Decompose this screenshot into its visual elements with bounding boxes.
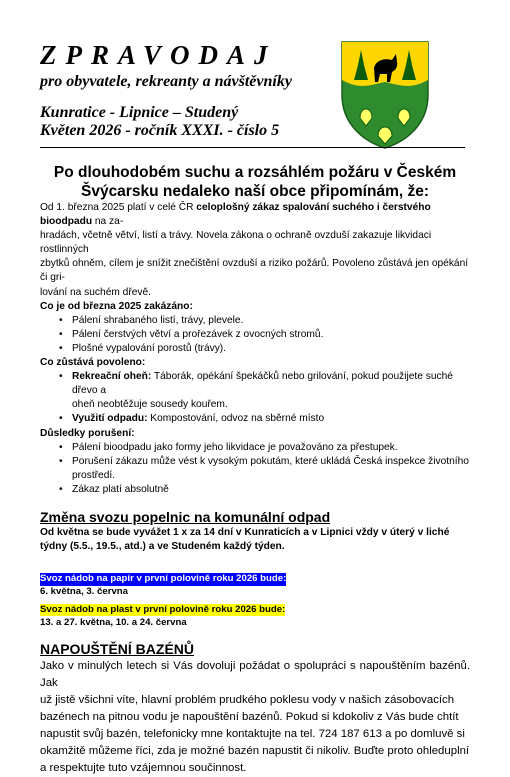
plastic-collection-label: Svoz nádob na plast v první polovině roku 2026 bude: (40, 603, 286, 615)
list-item (72, 412, 470, 426)
allowed-item-continuation: oheň neobtěžuje sousedy kouřem. (72, 399, 228, 411)
header-rule (40, 147, 465, 148)
allowed-item-text: Táborák, opékání špekáčků nebo grilování, pokud použijete suché dřevo a (72, 371, 453, 397)
consequence-continuation: prostředí. (72, 469, 116, 481)
forbidden-list (40, 314, 470, 356)
paper-collection-label: Svoz nádob na papír v první polovině roku 2026 bude: (40, 573, 287, 585)
fire-headline-line-1: Po dlouhodobém suchu a rozsáhlém požáru v Českém (53, 164, 457, 181)
newsletter-body (40, 163, 470, 777)
pools-line-5: okamžitě můžeme říci, zda je možné bazén napustit či nikoliv. Buďte proto ohleduplní (40, 745, 470, 758)
fire-intro-text: Od 1. března 2025 platí v celé ČR (40, 202, 197, 213)
list-item (72, 370, 470, 412)
fire-intro (40, 201, 470, 229)
list-item: • Pálení bioodpadu jako formy jeho likvidace je považováno za přestupek. (72, 441, 470, 455)
pools-line-3: bazénech na pitnou vodu je napouštění bazénů. Pokud si kdokoliv z Vás bude chtít (40, 711, 459, 724)
pools-line-1: Jako v minulých letech si Vás dovoluji požádat o spolupráci s napouštěním bazénů. Jak (40, 660, 470, 690)
plastic-collection-dates: 13. a 27. května, 10. a 24. června (40, 616, 187, 628)
chamois-crest-icon (340, 40, 430, 150)
masthead (40, 40, 340, 91)
consequences-list (40, 441, 470, 497)
fire-intro-line-2: hradách, včetně větví, listí a trávy. Novela zákona o ochraně ovzduší zakazuje likvidaci rostlinných (40, 230, 432, 256)
allowed-item-bold: Využití odpadu: (72, 413, 148, 425)
pools-heading: NAPOUŠTĚNÍ BAZÉNŮ (40, 641, 195, 658)
list-item: • Pálení čerstvých větví a prořezávek z ovocných stromů. (72, 328, 470, 342)
newsletter-title: ZPRAVODAJ (40, 40, 277, 70)
fire-intro-end: na za- (92, 216, 124, 228)
list-item: • Plošné vypalování porostů (trávy). (72, 342, 470, 356)
waste-line-1: Od května se bude vyvážet 1 x za 14 dní v Kunraticích a v Lipnici vždy v úterý v liché (40, 526, 450, 538)
list-item (72, 455, 470, 483)
forbidden-label: Co je od března 2025 zakázáno: (40, 300, 193, 312)
consequence-text: Porušení zákazu může vést k vysokým pokutám, které ukládá Česká inspekce životního (72, 455, 469, 467)
pools-line-4: napustit svůj bazén, telefonicky mne kontaktujte na tel. 724 187 613 a po domluvě si (40, 728, 465, 741)
issue-info: Květen 2026 - ročník XXXI. - číslo 5 (40, 122, 280, 139)
fire-intro-line-4: lování na suchém dřevě. (40, 286, 151, 298)
localities: Kunratice - Lipnice – Studený (40, 104, 239, 121)
pools-line-2: už jistě všichni víte, hlavní problém prudkého poklesu vody v našich zásobovacích (40, 694, 455, 707)
fire-intro-bold: celoplošný zákaz spalování suchého i čerstvého bioodpadu (40, 202, 431, 228)
allowed-item-bold: Rekreační oheň: (72, 371, 152, 383)
paper-collection-dates: 6. května, 3. června (40, 586, 128, 598)
allowed-list (40, 370, 470, 426)
waste-line-2: týdny (5.5., 19.5., atd.) a ve Studeném každý týden. (40, 541, 285, 553)
fire-headline-line-2: Švýcarsku nedaleko naší obce připomínám, že: (80, 183, 430, 200)
allowed-label: Co zůstává povoleno: (40, 357, 146, 369)
list-item: • Zákaz platí absolutně (72, 483, 470, 497)
list-item: • Pálení shrabaného listí, trávy, plevele. (72, 314, 470, 328)
newsletter-subtitle: pro obyvatele, rekreanty a návštěvníky (40, 73, 292, 90)
fire-intro-line-3: zbytků ohněm, cílem je snížit znečištění ovzduší a riziko požárů. Povoleno zůstává jen opékání či gri- (40, 258, 469, 284)
pools-line-6: a respektujte tuto vzájemnou součinnost. (40, 762, 247, 775)
waste-heading: Změna svozu popelnic na komunální odpad (40, 508, 331, 525)
consequences-label: Důsledky porušení: (40, 427, 135, 439)
allowed-item-text: Kompostování, odvoz na sběrné místo (147, 413, 325, 425)
